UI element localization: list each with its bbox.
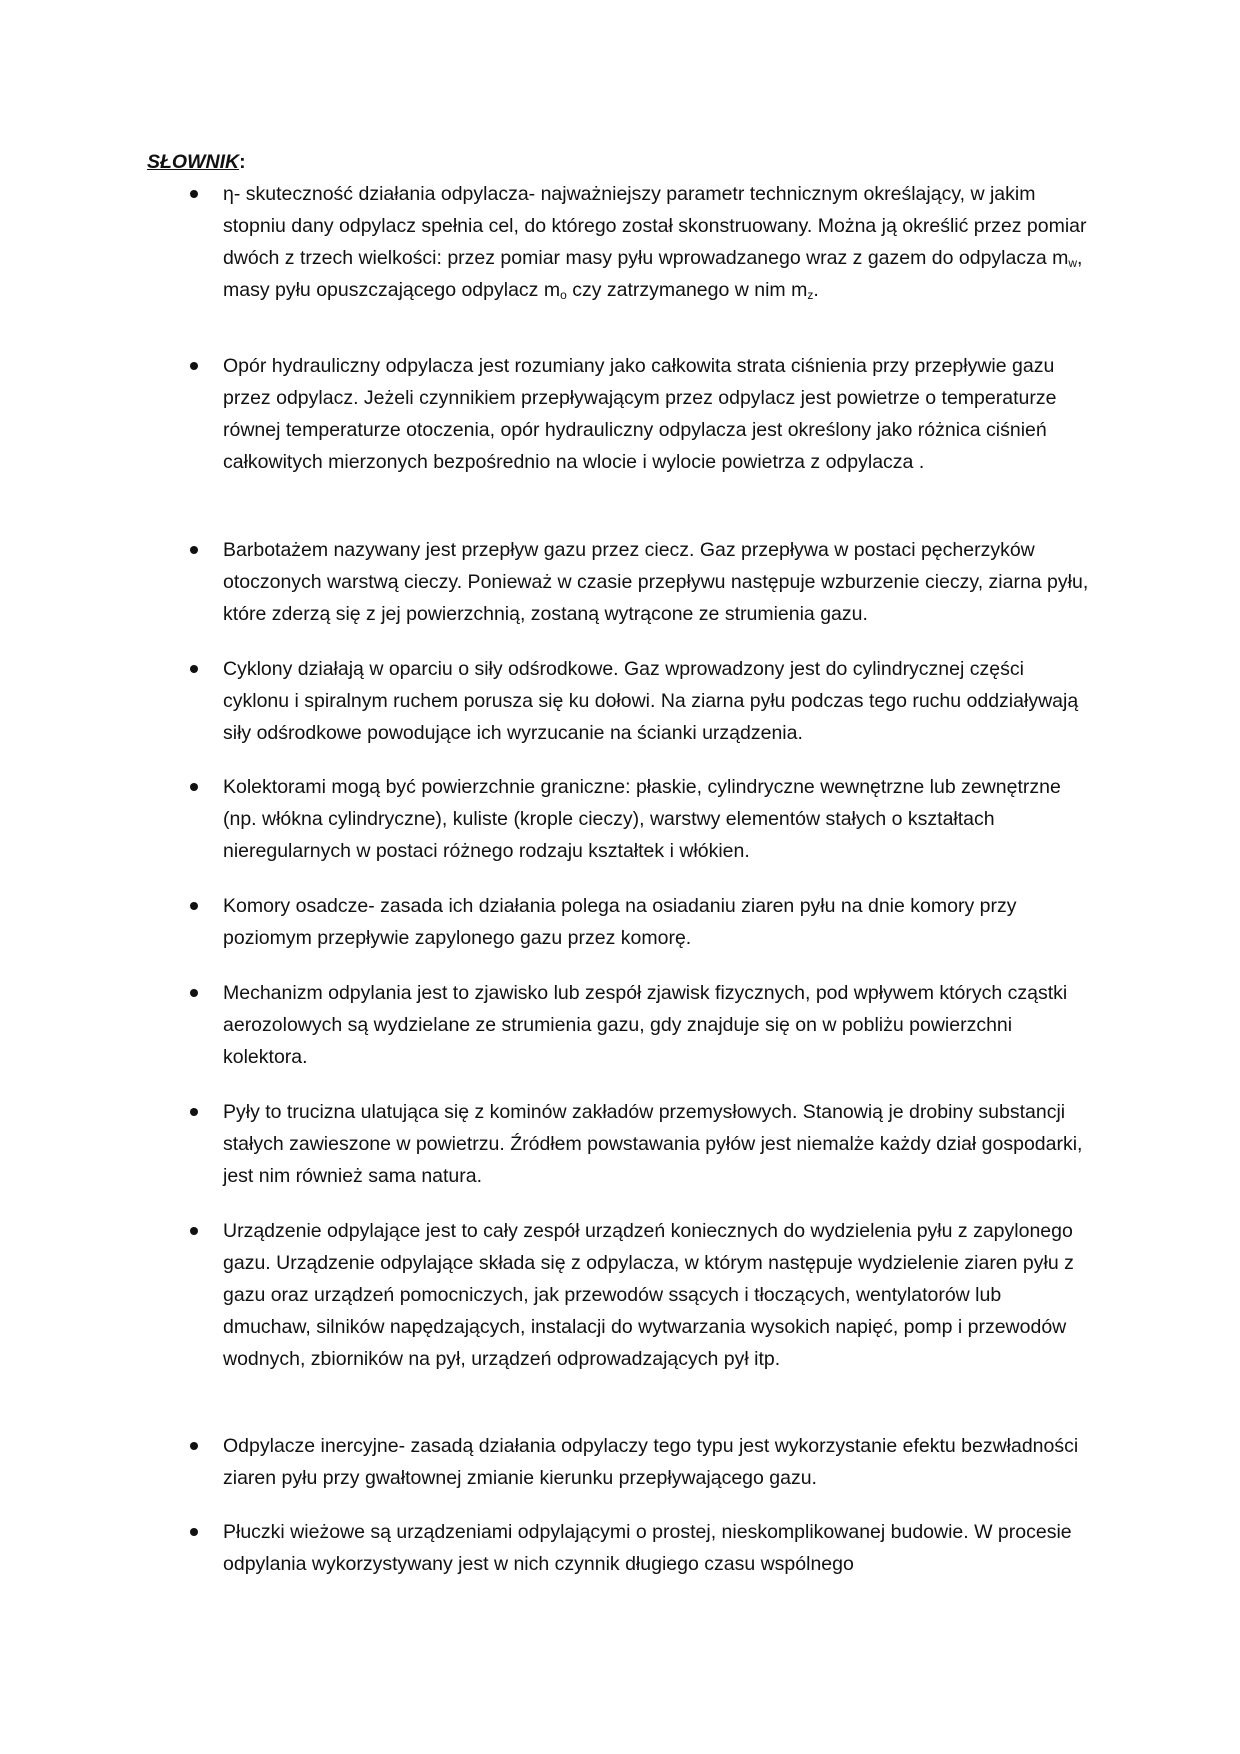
entry-text: Kolektorami mogą być powierzchnie graniczne: płaskie, cylindryczne wewnętrzne lub zewnętrzne (np. włókna cylindryczne), kuliste (krople cieczy), warstwy elementów stałych o kształtach nieregularnych w postaci różnego rodzaju kształtek i włókien. [223,776,1061,862]
glossary-entry-collectors [223,771,1091,867]
glossary-entry-barbotage [223,534,1091,630]
bullet-icon [190,362,198,370]
entry-text: Płuczki wieżowe są urządzeniami odpylającymi o prostej, nieskomplikowanej budowie. W procesie odpylania wykorzystywany jest w nich czynnik długiego czasu wspólnego [223,1521,1072,1575]
bullet-icon [190,546,198,554]
glossary-entry-tower-scrubbers [223,1516,1091,1580]
bullet-icon [190,190,198,198]
bullet-icon [190,1108,198,1116]
bullet-icon [190,1442,198,1450]
glossary-entry-settling-chambers [223,890,1091,954]
glossary-entry-efficiency [223,178,1091,306]
title-text: SŁOWNIK [147,151,240,173]
entry-text: η- skuteczność działania odpylacza- najważniejszy parametr technicznym określający, w jakim stopniu dany odpylacz spełnia cel, do którego został skonstruowany. Można ją określić przez pomiar dwóch z trzech wielkości: przez pomiar masy pyłu wprowadzanego wraz z gazem do odpylacza $m_w$, masy pyłu opuszczającego odpylacz $m_o$ czy zatrzymanego w nim $m_z$. [223,183,1087,302]
glossary-entry-dedusting-mechanism [223,977,1091,1073]
title-colon: : [239,151,246,173]
entry-text: Barbotażem nazywany jest przepływ gazu przez ciecz. Gaz przepływa w postaci pęcherzyków otoczonych warstwą cieczy. Ponieważ w czasie przepływu następuje wzburzenie cieczy, ziarna pyłu, które zderzą się z jej powierzchnią, zostaną wytrącone ze strumienia gazu. [223,539,1089,625]
bullet-icon [190,902,198,910]
bullet-icon [190,1528,198,1536]
glossary-entry-inertial-separators [223,1430,1091,1494]
glossary-entry-hydraulic-resistance [223,350,1091,478]
bullet-icon [190,989,198,997]
entry-text: Pyły to trucizna ulatująca się z kominów zakładów przemysłowych. Stanowią je drobiny substancji stałych zawieszone w powietrzu. Źródłem powstawania pyłów jest niemalże każdy dział gospodarki, jest nim również sama natura. [223,1101,1083,1187]
entry-text: Cyklony działają w oparciu o siły odśrodkowe. Gaz wprowadzony jest do cylindrycznej części cyklonu i spiralnym ruchem porusza się ku dołowi. Na ziarna pyłu podczas tego ruchu oddziaływają siły odśrodkowe powodujące ich wyrzucanie na ścianki urządzenia. [223,658,1079,744]
bullet-icon [190,665,198,673]
entry-text: Urządzenie odpylające jest to cały zespół urządzeń koniecznych do wydzielenia pyłu z zapylonego gazu. Urządzenie odpylające składa się z odpylacza, w którym następuje wydzielenie ziaren pyłu z gazu oraz urządzeń pomocniczych, jak przewodów ssących i tłoczących, wentylatorów lub dmuchaw, silników napędzających, instalacji do wytwarzania wysokich napięć, pomp i przewodów wodnych, zbiorników na pył, urządzeń odprowadzających pył itp. [223,1220,1074,1370]
entry-text: Komory osadcze- zasada ich działania polega na osiadaniu ziaren pyłu na dnie komory przy poziomym przepływie zapylonego gazu przez komorę. [223,895,1017,949]
glossary-entry-dusts [223,1096,1091,1192]
entry-text: Mechanizm odpylania jest to zjawisko lub zespół zjawisk fizycznych, pod wpływem których cząstki aerozolowych są wydzielane ze strumienia gazu, gdy znajduje się on w pobliżu powierzchni kolektora. [223,982,1068,1068]
page-title [147,146,246,178]
entry-text: Opór hydrauliczny odpylacza jest rozumiany jako całkowita strata ciśnienia przy przepływie gazu przez odpylacz. Jeżeli czynnikiem przepływającym przez odpylacz jest powietrze o temperaturze równej temperaturze otoczenia, opór hydrauliczny odpylacza jest określony jako różnica ciśnień całkowitych mierzonych bezpośrednio na wlocie i wylocie powietrza z odpylacza . [223,355,1057,473]
entry-text: Odpylacze inercyjne- zasadą działania odpylaczy tego typu jest wykorzystanie efektu bezwładności ziaren pyłu przy gwałtownej zmianie kierunku przepływającego gazu. [223,1435,1079,1489]
glossary-entry-cyclones [223,653,1091,749]
glossary-entry-dedusting-device [223,1215,1091,1375]
bullet-icon [190,783,198,791]
bullet-icon [190,1227,198,1235]
